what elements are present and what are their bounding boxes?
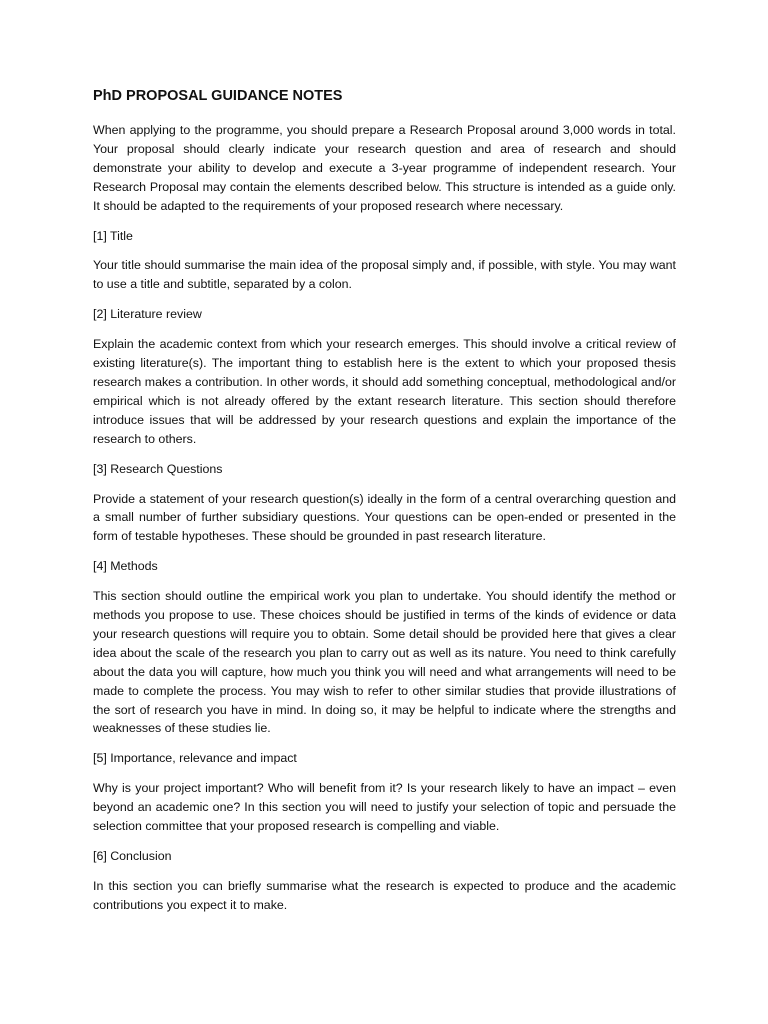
document-page [93,86,676,926]
section-heading-importance: [5] Importance, relevance and impact [93,751,297,766]
section-body-importance: Why is your project important? Who will benefit from it? Is your research likely to have an impact – even beyond an academic one? In this section you will need to justify your selection of topic and persuade the selection committee that your proposed research is compelling and viable. [93,781,676,834]
section-heading-methods: [4] Methods [93,559,158,574]
document-title: PhD PROPOSAL GUIDANCE NOTES [93,88,343,104]
section-body-conclusion: In this section you can briefly summarise what the research is expected to produce and the academic contributions you expect it to make. [93,878,676,912]
section-heading-literature-review: [2] Literature review [93,307,202,322]
section-body-research-questions: Provide a statement of your research question(s) ideally in the form of a central overarching question and a small number of further subsidiary questions. Your questions can be open-ended or presented in the form of testable hypotheses. These should be grounded in past research literature. [93,491,676,544]
intro-paragraph: When applying to the programme, you should prepare a Research Proposal around 3,000 words in total. Your proposal should clearly indicate your research question and area of research and should demonstrate your ability to develop and execute a 3-year programme of independent research. Your Research Proposal may contain the elements described below. This structure is intended as a guide only. It should be adapted to the requirements of your proposed research where necessary. [93,123,676,213]
section-body-literature-review: Explain the academic context from which your research emerges. This should involve a critical review of existing literature(s). The important thing to establish here is the extent to which your proposed thesis research makes a contribution. In other words, it should add something conceptual, methodological and/or empirical which is not already offered by the extant research literature. This section should therefore introduce issues that will be addressed by your research questions and explain the importance of the research to others. [93,337,676,446]
section-body-title: Your title should summarise the main idea of the proposal simply and, if possible, with style. You may want to use a title and subtitle, separated by a colon. [93,258,676,292]
section-body-methods: This section should outline the empirical work you plan to undertake. You should identify the method or methods you propose to use. These choices should be justified in terms of the kinds of evidence or data your research questions will require you to obtain. Some detail should be provided here that gives a clear idea about the scale of the research you plan to carry out as well as its nature. You need to think carefully about the data you will capture, how much you think you will need and what arrangements will need to be made to complete the process. You may wish to refer to other similar studies that provide illustrations of the sort of research you have in mind. In doing so, it may be helpful to indicate where the strengths and weaknesses of these studies lie. [93,589,676,736]
section-heading-title: [1] Title [93,228,133,243]
section-heading-conclusion: [6] Conclusion [93,849,172,863]
section-heading-research-questions: [3] Research Questions [93,461,223,476]
